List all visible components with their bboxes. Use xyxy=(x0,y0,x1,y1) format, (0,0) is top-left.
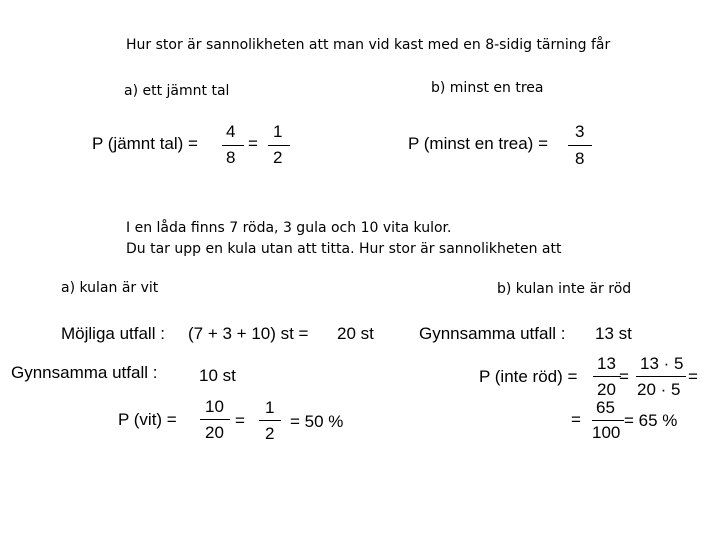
possible-outcomes-label: Möjliga utfall : xyxy=(61,324,165,343)
fraction-denominator: 2 xyxy=(273,148,283,167)
equals-sign: = xyxy=(688,367,698,386)
favorable-outcomes-label-a: Gynnsamma utfall : xyxy=(11,363,158,382)
p-not-red-label: P (inte röd) = xyxy=(479,367,578,386)
box-part-b-label: b) kulan inte är röd xyxy=(497,281,632,297)
fraction-bar xyxy=(200,419,230,420)
percent-result-a: = 50 % xyxy=(290,412,344,431)
dice-question: Hur stor är sannolikheten att man vid kast med en 8-sidig tärning får xyxy=(126,37,611,53)
fraction-numerator: 13 · 5 xyxy=(640,354,684,373)
fraction-numerator: 13 xyxy=(597,354,616,373)
fraction-bar xyxy=(592,420,624,421)
equals-sign: = xyxy=(619,367,629,386)
fraction-numerator: 3 xyxy=(575,122,585,141)
fraction-bar xyxy=(568,145,592,146)
fraction-numerator: 65 xyxy=(596,398,615,417)
box-line-2: Du tar upp en kula utan att titta. Hur stor är sannolikheten att xyxy=(126,241,562,257)
fraction-denominator: 20 xyxy=(205,423,224,442)
favorable-outcomes-value-b: 13 st xyxy=(595,324,632,343)
equals-sign: = xyxy=(571,410,581,429)
fraction-denominator: 2 xyxy=(265,424,275,443)
dice-part-b-label: b) minst en trea xyxy=(431,80,544,96)
equals-sign: = xyxy=(235,411,245,430)
fraction-bar xyxy=(259,420,281,421)
fraction-numerator: 1 xyxy=(265,398,275,417)
possible-outcomes-expression: (7 + 3 + 10) st = xyxy=(188,324,309,343)
fraction-denominator: 20 · 5 xyxy=(637,380,681,399)
dice-part-a-label: a) ett jämnt tal xyxy=(124,83,230,99)
dice-b-expression: P (minst en trea) = xyxy=(408,134,548,153)
fraction-denominator: 8 xyxy=(226,148,236,167)
percent-result-b: = 65 % xyxy=(624,411,678,430)
box-part-a-label: a) kulan är vit xyxy=(61,280,159,296)
fraction-denominator: 100 xyxy=(592,423,621,442)
box-line-1: I en låda finns 7 röda, 3 gula och 10 vita kulor. xyxy=(126,220,452,236)
fraction-bar xyxy=(593,376,621,377)
fraction-bar xyxy=(268,145,290,146)
favorable-outcomes-value-a: 10 st xyxy=(199,366,236,385)
fraction-denominator: 8 xyxy=(575,149,585,168)
p-white-label: P (vit) = xyxy=(118,410,177,429)
fraction-denominator: 20 xyxy=(597,380,616,399)
dice-a-expression: P (jämnt tal) = xyxy=(92,134,198,153)
equals-sign: = xyxy=(248,134,258,153)
fraction-numerator: 4 xyxy=(226,122,236,141)
favorable-outcomes-label-b: Gynnsamma utfall : xyxy=(419,324,566,343)
fraction-bar xyxy=(636,376,686,377)
fraction-numerator: 1 xyxy=(273,122,283,141)
possible-outcomes-result: 20 st xyxy=(337,324,374,343)
fraction-numerator: 10 xyxy=(205,397,224,416)
fraction-bar xyxy=(222,145,244,146)
